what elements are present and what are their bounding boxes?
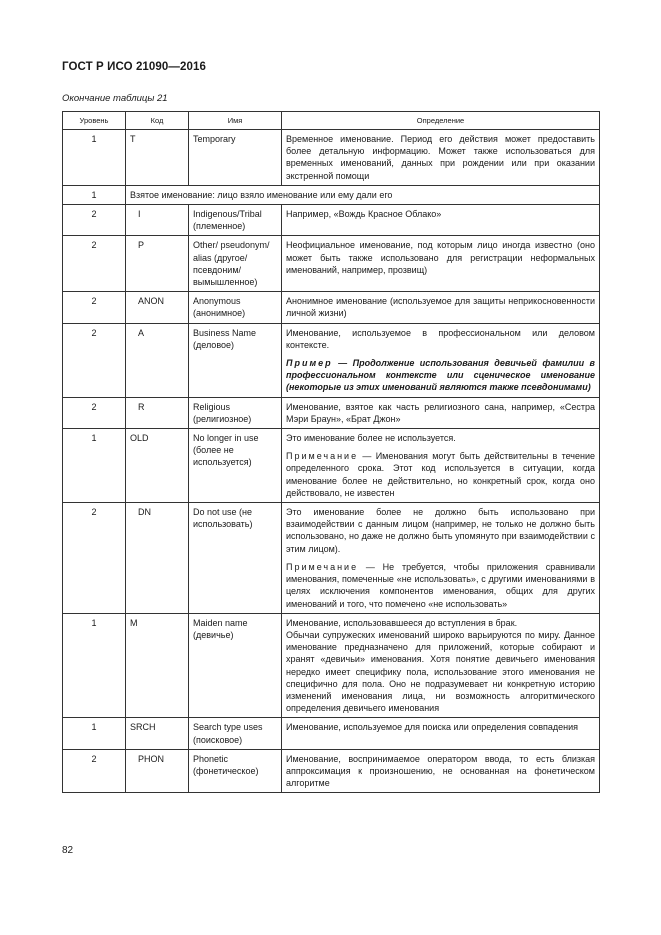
- column-header-code: Код: [126, 112, 189, 130]
- cell-name: Phonetic (фонетическое): [189, 749, 282, 793]
- cell-definition: [282, 323, 600, 397]
- column-header-name: Имя: [189, 112, 282, 130]
- table-row: [63, 292, 600, 323]
- cell-definition: [282, 503, 600, 614]
- cell-definition: [282, 613, 600, 718]
- table-row: [63, 130, 600, 186]
- note-text: — Не требуется, чтобы приложения сравнивали именования, помеченные «не использовать», с другими именованиями в целях исключения компонентов именования, общих для других именований и того, что помечено «не использовать»: [286, 561, 595, 609]
- table-header-row: [63, 112, 600, 130]
- table-row: [63, 749, 600, 793]
- definition-text-continued: Обычаи супружеских именований широко варьируются по миру. Данное именование предназначено для приложений, которые собирают и хранят «девичьи» именования. Хотя понятие девичьего именования нередко имеет специфику пола, использование этого именования не специфично для пола. Оно не подразумевает ни конкретную историю изменений именования лица, ни возможность алгоритмического определения девичьего именования: [286, 629, 595, 714]
- cell-name: No longer in use (более не используется): [189, 429, 282, 503]
- cell-name: Maiden name (девичье): [189, 613, 282, 718]
- definition-text: Неофициальное именование, под которым лицо иногда известно (оно может быть также использовано для регистрации неформальных именований, например, прозвищ): [286, 240, 595, 275]
- cell-code: SRCH: [126, 718, 189, 749]
- note-label: Примечание: [286, 561, 359, 572]
- cell-group-description: Взятое именование: лицо взяло именование или ему дали его: [126, 185, 600, 204]
- cell-name: Indigenous/Tribal (племенное): [189, 205, 282, 236]
- definition-text: Именование, взятое как часть религиозного сана, например, «Сестра Мэри Браун», «Брат Джон»: [286, 401, 595, 424]
- example-text: — Продолжение использования девичьей фамилии в профессиональном контексте или сценическое именование (некоторые из этих именований являются также псевдонимами): [286, 358, 595, 393]
- definition-text: Например, «Вождь Красное Облако»: [286, 209, 442, 220]
- cell-code: M: [126, 613, 189, 718]
- cell-code: I: [126, 205, 189, 236]
- cell-code: PHON: [126, 749, 189, 793]
- table-row: [63, 718, 600, 749]
- cell-level: 2: [63, 323, 126, 397]
- cell-code: OLD: [126, 429, 189, 503]
- cell-definition: [282, 397, 600, 428]
- definition-text: Именование, воспринимаемое оператором ввода, то есть близкая аппроксимация к произношению, не основанная на фонетическом алгоритме: [286, 753, 595, 789]
- definition-text: Анонимное именование (используемое для защиты неприкосновенности личной жизни): [286, 296, 595, 319]
- definition-text: Именование, используемое в профессиональном или деловом контексте.: [286, 327, 595, 350]
- cell-definition: [282, 718, 600, 749]
- column-header-level: Уровень: [63, 112, 126, 130]
- cell-code: T: [126, 130, 189, 186]
- cell-level: 2: [63, 397, 126, 428]
- table-row: [63, 185, 600, 204]
- cell-name: Do not use (не использовать): [189, 503, 282, 614]
- cell-level: 2: [63, 236, 126, 292]
- page-number: 82: [62, 845, 74, 856]
- cell-code: DN: [126, 503, 189, 614]
- cell-definition: [282, 130, 600, 186]
- definition-text: Именование, используемое для поиска или определения совпадения: [286, 722, 579, 733]
- cell-definition: [282, 205, 600, 236]
- cell-level: 2: [63, 749, 126, 793]
- note-paragraph: [286, 450, 595, 499]
- cell-code: ANON: [126, 292, 189, 323]
- cell-definition: [282, 749, 600, 793]
- note-label: Примечание: [286, 451, 359, 462]
- table-row: [63, 205, 600, 236]
- cell-name: Other/ pseudonym/ alias (другое/ псевдоним/ вымышленное): [189, 236, 282, 292]
- example-paragraph: [286, 357, 595, 394]
- table-row: [63, 429, 600, 503]
- example-label: Пример: [286, 358, 333, 369]
- note-paragraph: [286, 561, 595, 610]
- column-header-definition: Определение: [282, 112, 600, 130]
- cell-level: 2: [63, 503, 126, 614]
- table-row: [63, 613, 600, 718]
- cell-level: 1: [63, 613, 126, 718]
- cell-definition: [282, 292, 600, 323]
- table-row: [63, 503, 600, 614]
- definitions-table: [62, 111, 600, 793]
- cell-definition: [282, 236, 600, 292]
- definition-text: Это именование более не должно быть использовано при взаимодействии с данным лицом (например, не только не должно быть использовано, но даже не должно быть упомянуто при взаимодействии с этим лицом).: [286, 507, 595, 554]
- note-text: — Именования могут быть действительны в течение определенного срока. Этот код используется в ситуации, когда именование более не действительно, но конкретный срок, когда оно действовало, не известен: [286, 451, 595, 498]
- cell-code: A: [126, 323, 189, 397]
- cell-code: R: [126, 397, 189, 428]
- cell-name: Business Name (деловое): [189, 323, 282, 397]
- cell-definition: [282, 429, 600, 503]
- cell-level: 2: [63, 292, 126, 323]
- cell-level: 1: [63, 718, 126, 749]
- cell-name: Religious (религиозное): [189, 397, 282, 428]
- table-row: [63, 397, 600, 428]
- cell-level: 1: [63, 130, 126, 186]
- table-row: [63, 323, 600, 397]
- cell-name: Anonymous (анонимное): [189, 292, 282, 323]
- table-caption: Окончание таблицы 21: [62, 93, 168, 104]
- definition-text: Именование, использовавшееся до вступления в брак.: [286, 617, 518, 628]
- cell-level: 2: [63, 205, 126, 236]
- cell-name: Temporary: [189, 130, 282, 186]
- cell-level: 1: [63, 429, 126, 503]
- cell-level: 1: [63, 185, 126, 204]
- cell-name: Search type uses (поисковое): [189, 718, 282, 749]
- document-header: ГОСТ Р ИСО 21090—2016: [62, 61, 207, 73]
- table-row: [63, 236, 600, 292]
- definition-text: Временное именование. Период его действия может предоставить более детальную информацию. Может также использоваться для временных именований, данных при рождении или при оказании экстренной помощи: [286, 134, 595, 181]
- definition-text: Это именование более не используется.: [286, 433, 456, 444]
- cell-code: P: [126, 236, 189, 292]
